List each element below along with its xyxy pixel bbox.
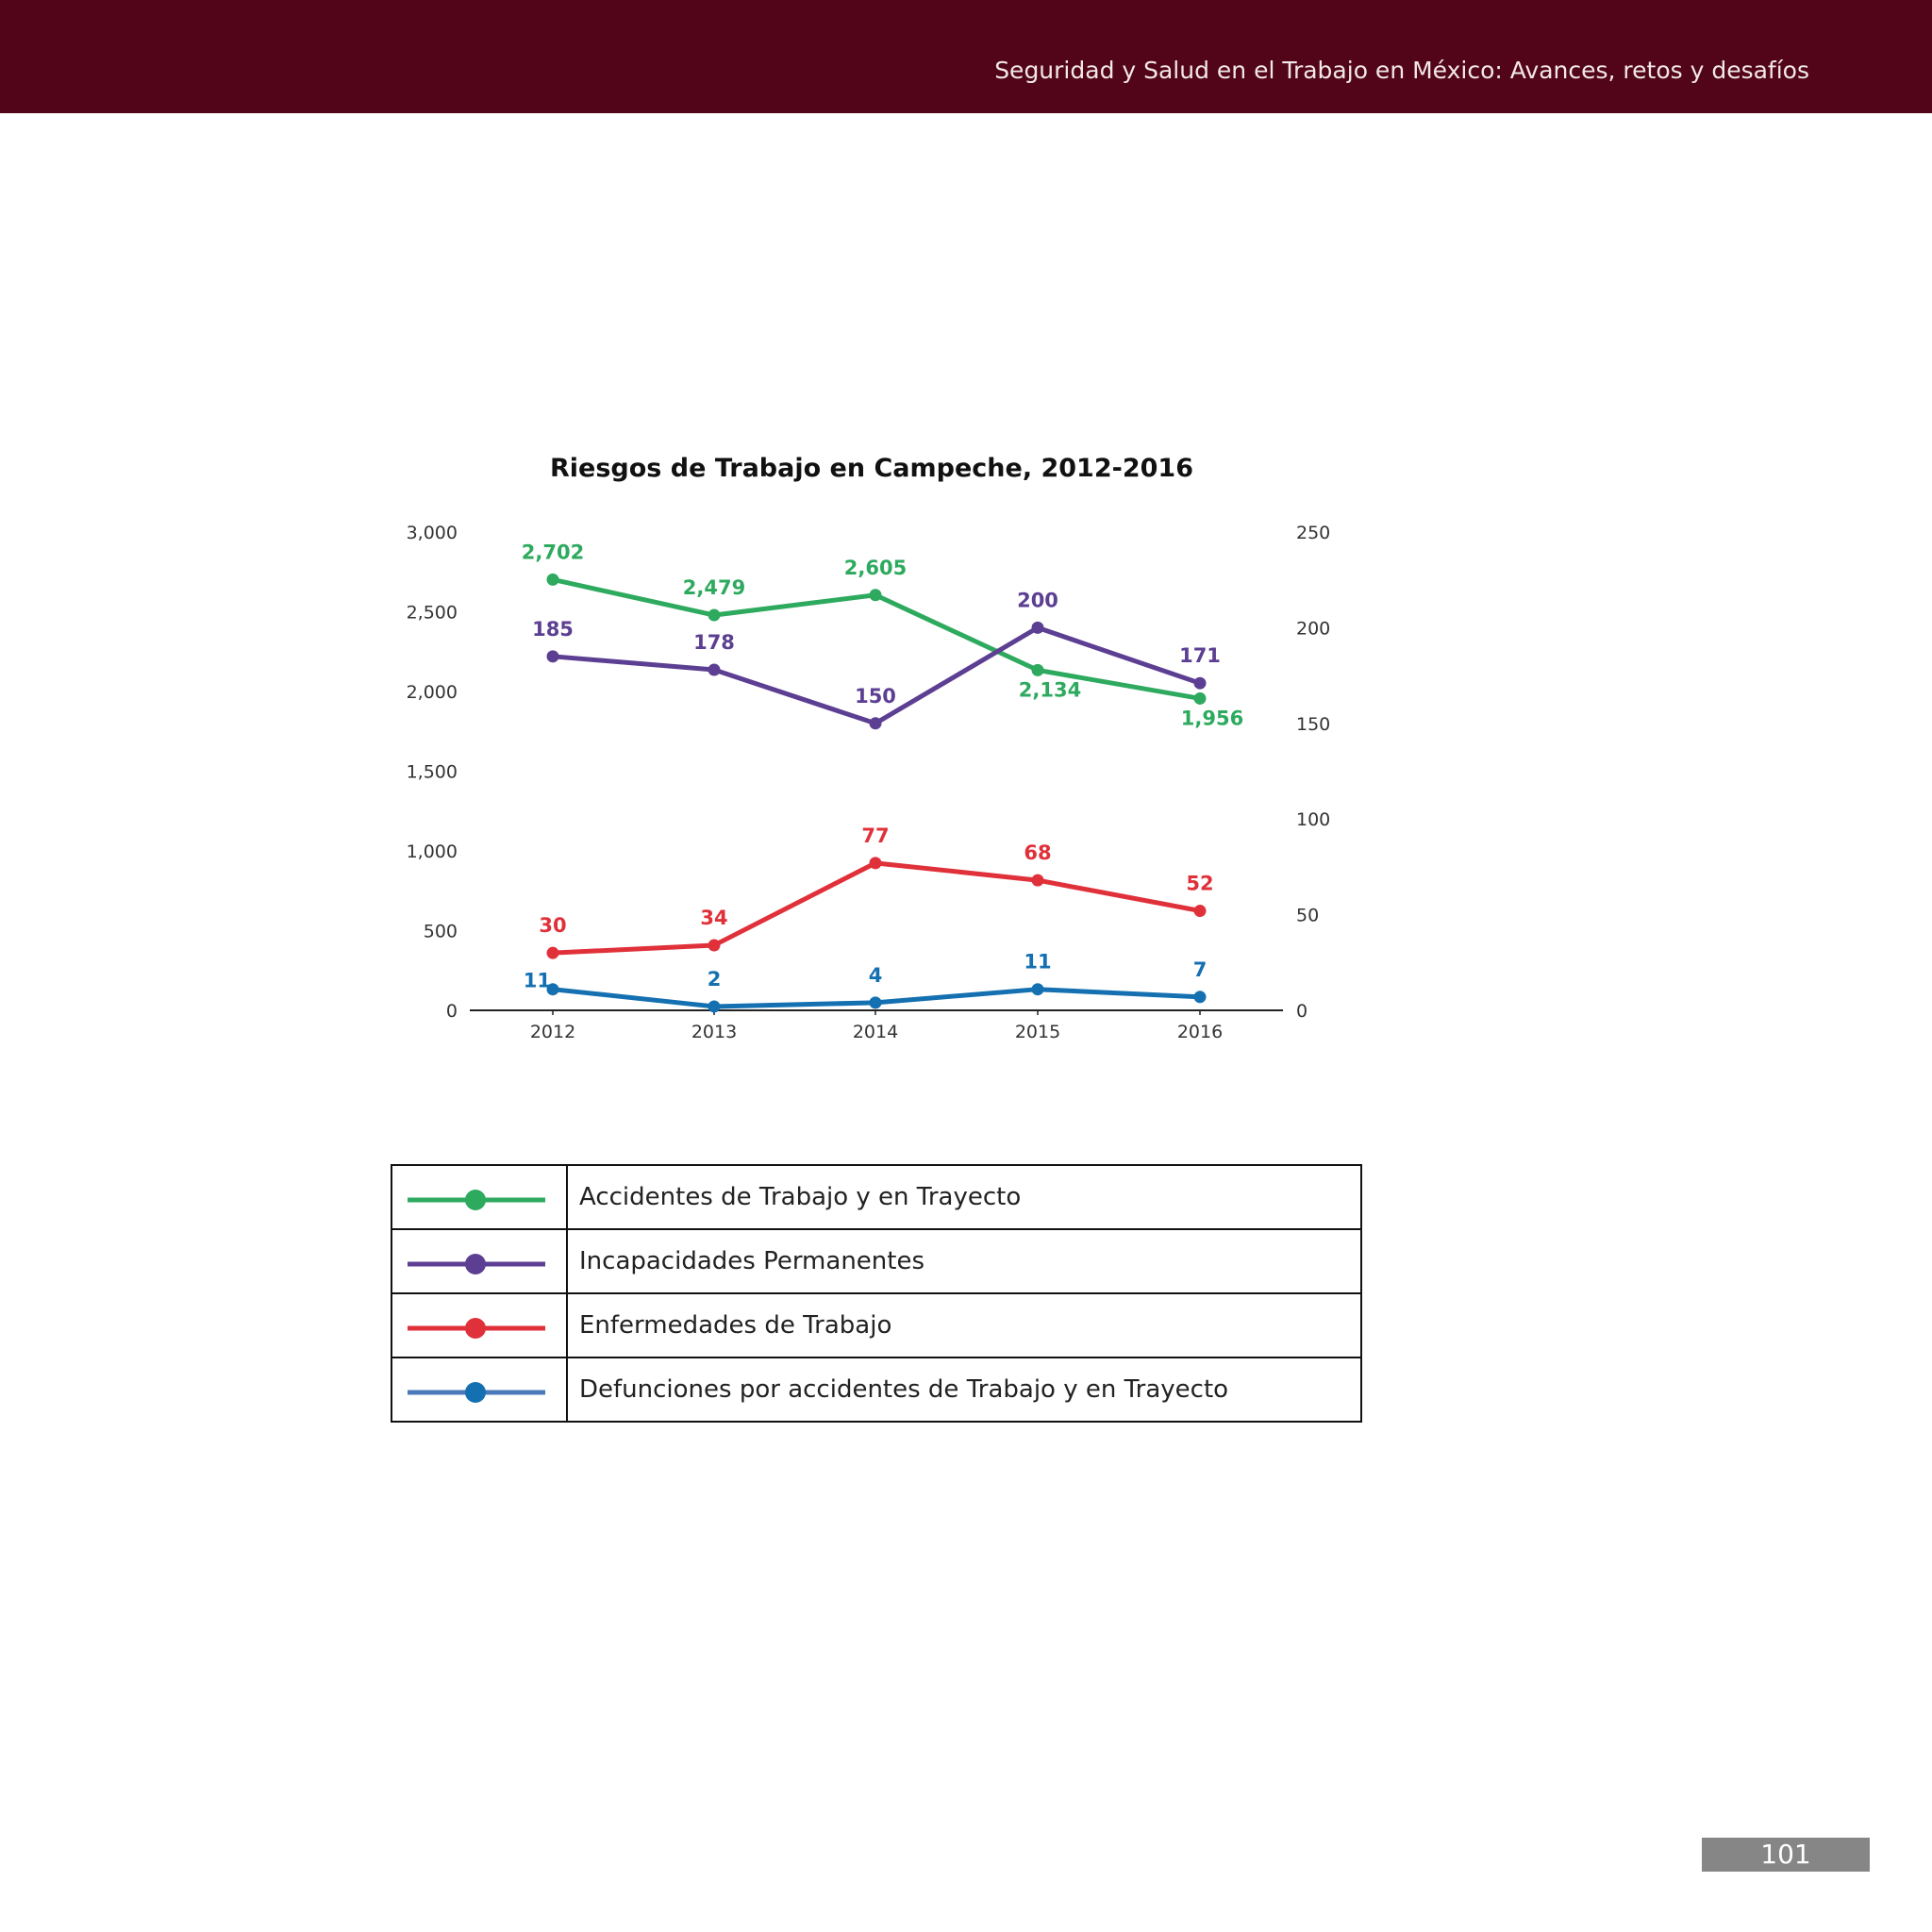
series-2-line [553, 627, 1200, 723]
series-1-data-label: 2,702 [521, 541, 585, 564]
legend-swatch-cell [391, 1165, 567, 1229]
series-2-point [1032, 622, 1044, 634]
series-1-point [547, 574, 559, 586]
series-3-line [553, 863, 1200, 953]
series-1-data-label: 2,134 [1018, 678, 1082, 702]
series-3-point [1032, 874, 1044, 887]
legend-label: Accidentes de Trabajo y en Trayecto [567, 1165, 1361, 1229]
y-left-tick-label: 2,000 [406, 682, 458, 703]
series-3-data-label: 34 [700, 907, 728, 930]
series-2-point [708, 664, 721, 676]
series-1-point [1032, 664, 1044, 676]
series-3-data-label: 68 [1024, 841, 1052, 865]
legend-swatch-cell [391, 1293, 567, 1357]
series-3-point [547, 947, 559, 959]
legend-swatch-icon [392, 1294, 566, 1353]
legend-swatch-icon [392, 1166, 566, 1224]
series-4-point [870, 996, 882, 1008]
legend-swatch-dot [465, 1190, 486, 1210]
x-tick-label: 2012 [529, 1022, 576, 1042]
y-right-tick-label: 0 [1296, 1001, 1308, 1022]
legend-swatch-icon [392, 1358, 566, 1417]
series-layer [522, 541, 1243, 1012]
series-4-data-label: 4 [868, 963, 883, 987]
y-right-tick-label: 250 [1296, 523, 1331, 543]
legend-swatch-dot [465, 1382, 486, 1403]
page-number: 101 [1702, 1838, 1870, 1872]
legend-swatch-dot [465, 1254, 486, 1274]
y-right-tick-label: 200 [1296, 618, 1331, 640]
y-left-tick-label: 1,500 [406, 761, 458, 783]
series-2-data-label: 185 [532, 617, 574, 641]
series-1-data-label: 2,479 [682, 576, 746, 600]
y-left-tick-label: 1,000 [406, 841, 458, 862]
series-4-data-label: 2 [707, 967, 722, 991]
y-left-tick-label: 3,000 [406, 523, 458, 543]
y-left-tick-label: 0 [445, 1001, 458, 1022]
legend-row [391, 1229, 1361, 1293]
legend-row [391, 1293, 1361, 1357]
legend-swatch-cell [391, 1229, 567, 1293]
series-4-point [1032, 983, 1044, 995]
y-right-tick-label: 50 [1296, 905, 1320, 926]
series-3-point [1194, 905, 1207, 917]
y-left-tick-label: 500 [423, 921, 458, 942]
series-4-data-label: 7 [1192, 958, 1208, 981]
series-4-point [1194, 991, 1207, 1003]
x-tick-label: 2013 [691, 1022, 738, 1042]
legend-label: Enfermedades de Trabajo [567, 1293, 1361, 1357]
series-2-data-label: 178 [693, 631, 735, 655]
series-3-data-label: 30 [539, 914, 567, 938]
series-2-data-label: 200 [1017, 589, 1058, 612]
series-1-point [1194, 692, 1207, 705]
series-3-point [870, 857, 882, 869]
series-2-point [870, 717, 882, 729]
legend-swatch-icon [392, 1230, 566, 1289]
series-2-data-label: 171 [1179, 644, 1221, 668]
series-1-data-label: 2,605 [843, 556, 908, 579]
y-right-tick-label: 150 [1296, 713, 1331, 735]
x-tick-label: 2016 [1176, 1022, 1224, 1042]
legend-row [391, 1165, 1361, 1229]
x-tick-label: 2014 [852, 1022, 899, 1042]
series-3-point [708, 940, 721, 952]
legend-swatch-cell [391, 1357, 567, 1422]
legend-label: Defunciones por accidentes de Trabajo y en Trayecto [567, 1357, 1361, 1422]
series-3-data-label: 52 [1186, 872, 1214, 895]
series-3-data-label: 77 [861, 824, 890, 847]
series-2-point [1194, 677, 1207, 690]
header-title: Seguridad y Salud en el Trabajo en México: Avances, retos y desafíos [994, 57, 1809, 84]
series-4-data-label: 11 [1024, 950, 1052, 974]
legend-label: Incapacidades Permanentes [567, 1229, 1361, 1293]
legend [391, 1164, 1362, 1423]
series-1-data-label: 1,956 [1180, 707, 1244, 730]
series-4-data-label: 11 [523, 969, 551, 992]
legend-row [391, 1357, 1361, 1422]
series-4-point [708, 1000, 721, 1012]
chart-title: Riesgos de Trabajo en Campeche, 2012-2016 [550, 454, 1193, 483]
legend-swatch-dot [465, 1318, 486, 1339]
series-2-data-label: 150 [855, 684, 896, 708]
y-left-tick-label: 2,500 [406, 602, 458, 624]
x-tick-label: 2015 [1014, 1022, 1061, 1042]
series-2-point [547, 650, 559, 662]
y-right-tick-label: 100 [1296, 809, 1331, 831]
series-1-point [708, 609, 721, 622]
series-1-point [870, 589, 882, 601]
